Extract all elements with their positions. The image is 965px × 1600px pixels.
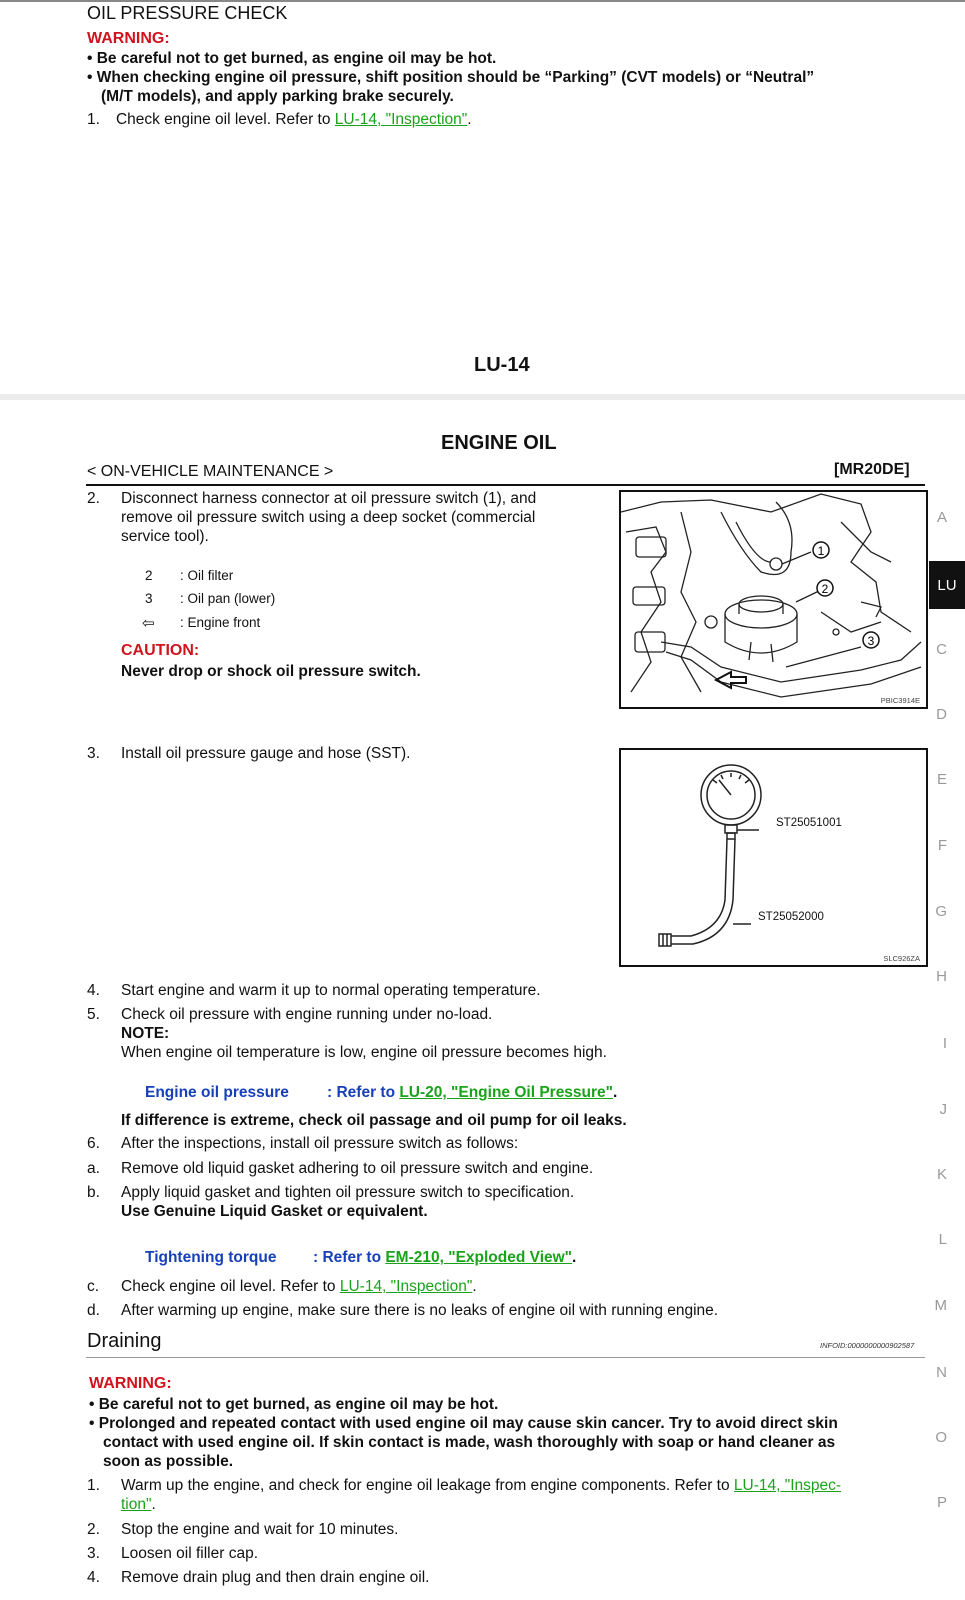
drain-step-3-num: 3. — [87, 1545, 100, 1562]
draining-heading: Draining — [87, 1330, 162, 1352]
note-label: NOTE: — [121, 1025, 170, 1042]
spec-ref: : Refer to LU-20, "Engine Oil Pressure". — [327, 1084, 618, 1101]
side-tab-f[interactable]: F — [937, 837, 947, 854]
info-id: INFOID:0000000000902587 — [820, 1341, 915, 1350]
step-6-num: 6. — [87, 1135, 100, 1152]
tool-label-gauge: ST25051001 — [776, 817, 842, 829]
inspection-link[interactable]: LU-14, "Inspection" — [339, 1278, 473, 1295]
legend-key: 3 — [145, 591, 153, 606]
step-2-line: remove oil pressure switch using a deep socket (commercial — [121, 509, 536, 526]
side-tab-j[interactable]: J — [939, 1101, 947, 1118]
arrow-left-icon: ⇦ — [142, 615, 155, 632]
side-tab-lu[interactable]: LU — [929, 561, 965, 609]
gauge-illustration — [619, 748, 928, 967]
drain-step-2-num: 2. — [87, 1521, 100, 1538]
inspection-link[interactable]: LU-14, "Inspection" — [334, 111, 468, 128]
warning-item-cont: contact with used engine oil. If skin contact is made, wash thoroughly with soap or hand cleaner as — [103, 1434, 836, 1451]
step-5-num: 5. — [87, 1006, 100, 1023]
warning-item: • Be careful not to get burned, as engine oil may be hot. — [89, 1396, 499, 1413]
side-tab-p[interactable]: P — [936, 1494, 947, 1511]
draining-rule — [86, 1357, 925, 1358]
step-3-text: Install oil pressure gauge and hose (SST). — [121, 745, 411, 762]
substep-d-text: After warming up engine, make sure there is no leaks of engine oil with running engine. — [121, 1302, 719, 1319]
side-tab-g[interactable]: G — [935, 903, 947, 920]
oil-pressure-link[interactable]: LU-20, "Engine Oil Pressure" — [399, 1084, 614, 1101]
substep-b-text: Apply liquid gasket and tighten oil pressure switch to specification. — [121, 1184, 575, 1201]
side-tab-e[interactable]: E — [936, 771, 947, 788]
extreme-note: If difference is extreme, check oil passage and oil pump for oil leaks. — [121, 1112, 627, 1129]
substep-a-text: Remove old liquid gasket adhering to oil pressure switch and engine. — [121, 1160, 594, 1177]
warning-item: • Be careful not to get burned, as engine oil may be hot. — [87, 50, 497, 67]
side-tab-c[interactable]: C — [936, 641, 947, 658]
bullet-icon: • — [87, 69, 97, 86]
side-tab-h[interactable]: H — [936, 968, 947, 985]
callout-2: 2 — [821, 582, 829, 596]
torque-label: Tightening torque — [145, 1249, 277, 1266]
engine-front-arrow-icon — [716, 672, 746, 688]
caution-label: CAUTION: — [121, 642, 200, 659]
side-tab-d[interactable]: D — [936, 706, 947, 723]
warning-label: WARNING: — [87, 30, 170, 47]
side-tab-a[interactable]: A — [936, 509, 947, 526]
bullet-icon: • — [89, 1415, 99, 1432]
figure-code: PBIC3914E — [880, 696, 920, 705]
step-5-text: Check oil pressure with engine running under no-load. — [121, 1006, 493, 1023]
side-tab-i[interactable]: I — [942, 1035, 947, 1052]
substep-d-num: d. — [87, 1302, 100, 1319]
warning-item-cont: soon as possible. — [103, 1453, 234, 1470]
warning-item-cont: (M/T models), and apply parking brake securely. — [101, 88, 454, 105]
drain-step-1-cont: tion". — [121, 1496, 156, 1513]
substep-b-bold: Use Genuine Liquid Gasket or equivalent. — [121, 1203, 428, 1220]
warning-item: • Prolonged and repeated contact with used engine oil may cause skin cancer. Try to avoid direct skin — [89, 1415, 838, 1432]
section-heading: OIL PRESSURE CHECK — [87, 3, 288, 23]
legend-text: : Engine front — [180, 615, 261, 630]
legend-text: : Oil pan (lower) — [180, 591, 276, 606]
inspection-link[interactable]: tion" — [121, 1496, 152, 1513]
gauge-drawing — [621, 750, 926, 965]
substep-c-text: Check engine oil level. Refer to LU-14, "Inspection". — [121, 1278, 477, 1295]
torque-ref: : Refer to EM-210, "Exploded View". — [313, 1249, 577, 1266]
bullet-icon: • — [87, 50, 97, 67]
step-6-text: After the inspections, install oil pressure switch as follows: — [121, 1135, 519, 1152]
warning-item: • When checking engine oil pressure, shift position should be “Parking” (CVT models) or “Neutral” — [87, 69, 815, 86]
page-title: ENGINE OIL — [441, 432, 557, 454]
model-code: [MR20DE] — [834, 461, 910, 478]
top-border — [0, 0, 965, 2]
side-tab-n[interactable]: N — [936, 1364, 947, 1381]
step-4-num: 4. — [87, 982, 100, 999]
side-tab-k[interactable]: K — [936, 1166, 947, 1183]
step-1: 1. Check engine oil level. Refer to LU-14, "Inspection". — [87, 111, 472, 128]
tool-label-hose: ST25052000 — [758, 911, 824, 923]
callout-1: 1 — [817, 544, 825, 558]
breadcrumb: < ON-VEHICLE MAINTENANCE > — [87, 463, 334, 480]
warning-label: WARNING: — [89, 1375, 172, 1392]
caution-text: Never drop or shock oil pressure switch. — [121, 663, 421, 680]
drain-step-4-num: 4. — [87, 1569, 100, 1586]
page-number: LU-14 — [474, 354, 530, 376]
drain-step-1-num: 1. — [87, 1477, 100, 1494]
engine-illustration — [619, 490, 928, 709]
substep-a-num: a. — [87, 1160, 100, 1177]
step-3-num: 3. — [87, 745, 100, 762]
drain-step-4-text: Remove drain plug and then drain engine oil. — [121, 1569, 430, 1586]
exploded-view-link[interactable]: EM-210, "Exploded View" — [385, 1249, 573, 1266]
side-tab-l[interactable]: L — [938, 1231, 947, 1248]
step-2-line: Disconnect harness connector at oil pressure switch (1), and — [121, 490, 537, 507]
note-text: When engine oil temperature is low, engine oil pressure becomes high. — [121, 1044, 607, 1061]
drain-step-2-text: Stop the engine and wait for 10 minutes. — [121, 1521, 399, 1538]
bullet-icon: • — [89, 1396, 99, 1413]
figure-code: SLC926ZA — [883, 954, 920, 963]
engine-drawing — [621, 492, 926, 707]
callout-3: 3 — [867, 634, 875, 648]
side-tab-o[interactable]: O — [935, 1429, 947, 1446]
step-4-text: Start engine and warm it up to normal operating temperature. — [121, 982, 541, 999]
drain-step-1-text: Warm up the engine, and check for engine oil leakage from engine components. Refer to LU-14, "Inspec- — [121, 1477, 842, 1494]
page-separator — [0, 394, 965, 400]
drain-step-3-text: Loosen oil filler cap. — [121, 1545, 258, 1562]
legend-text: : Oil filter — [180, 568, 234, 583]
side-tab-m[interactable]: M — [934, 1297, 947, 1314]
step-2-line: service tool). — [121, 528, 209, 545]
substep-c-num: c. — [87, 1278, 100, 1295]
spec-label: Engine oil pressure — [145, 1084, 289, 1101]
inspection-link[interactable]: LU-14, "Inspec- — [733, 1477, 842, 1494]
step-2-num: 2. — [87, 490, 100, 507]
legend-key: 2 — [145, 568, 153, 583]
header-rule — [86, 484, 925, 486]
substep-b-num: b. — [87, 1184, 100, 1201]
